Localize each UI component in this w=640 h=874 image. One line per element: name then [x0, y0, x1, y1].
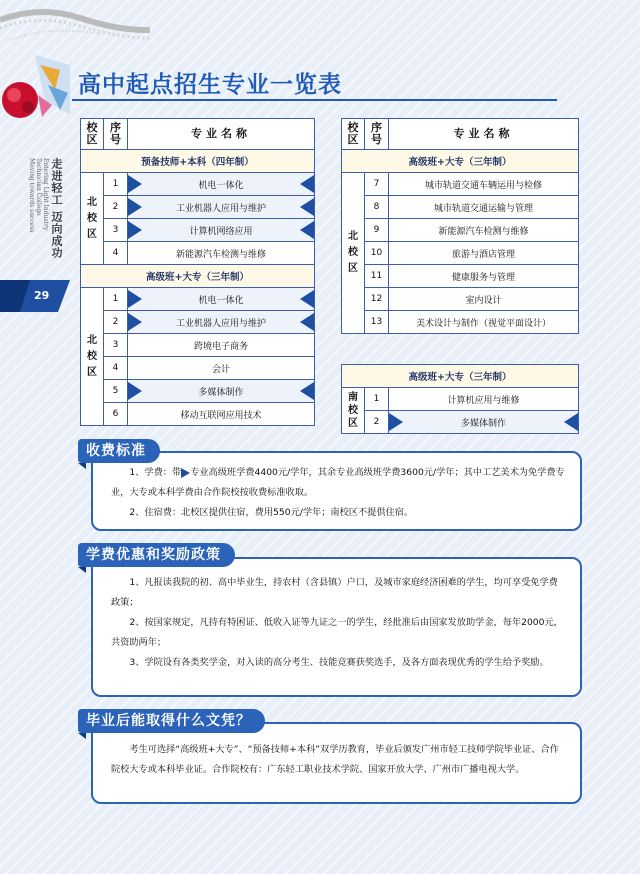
row-number: 2 — [104, 311, 128, 334]
campus-label: 南 校 区 — [342, 388, 365, 434]
arrow-left-icon — [564, 413, 578, 431]
decorative-flower-graphic — [0, 55, 70, 145]
major-cell: 计算机应用与维修 — [389, 388, 579, 411]
motto-english-line: Entering Light Industry — [42, 158, 49, 231]
row-number: 4 — [104, 357, 128, 380]
major-cell: 城市轨道交通运输与管理 — [389, 196, 579, 219]
row-number: 4 — [104, 242, 128, 265]
header-major-name: 专业名称 — [128, 119, 315, 150]
policy-paragraph-2: 2、按国家规定，凡持有特困证、低收入证等九证之一的学生，经批准后由国家发放助学金，每年2000元，共资助两年； — [111, 617, 563, 648]
motto-chinese: 走进轻工 迈向成功 — [50, 158, 63, 259]
program-table-left — [80, 118, 315, 426]
major-cell: 多媒体制作 — [389, 411, 579, 434]
section-title: 高级班+大专（三年制） — [342, 365, 579, 388]
row-number: 7 — [365, 173, 389, 196]
fees-paragraph-1: 1、学费：带 专业高级班学费4400元/学年，其余专业高级班学费3600元/学年；其中工艺美术为免学费专业，大专或本科学费由合作院校按收费标准收取。 — [111, 467, 565, 498]
arrow-right-icon — [128, 382, 142, 400]
diploma-heading: 毕业后能取得什么文凭？ — [78, 709, 265, 733]
arrow-right-icon — [128, 313, 142, 331]
fees-heading: 收费标准 — [78, 439, 160, 463]
row-number: 11 — [365, 265, 389, 288]
major-cell: 工业机器人应用与维护 — [128, 196, 315, 219]
decorative-lattice-graphic — [0, 0, 150, 60]
major-cell: 机电一体化 — [128, 173, 315, 196]
row-number: 9 — [365, 219, 389, 242]
campus-label: 北 校 区 — [81, 288, 104, 426]
section-title: 高级班+大专（三年制） — [81, 265, 315, 288]
major-cell: 新能源汽车检测与维修 — [128, 242, 315, 265]
major-cell: 计算机网络应用 — [128, 219, 315, 242]
diploma-box — [91, 722, 582, 804]
major-cell: 城市轨道交通车辆运用与检修 — [389, 173, 579, 196]
campus-label: 北 校 区 — [81, 173, 104, 265]
header-number: 序号 — [104, 119, 128, 150]
row-number: 6 — [104, 403, 128, 426]
row-number: 8 — [365, 196, 389, 219]
major-cell: 健康服务与管理 — [389, 265, 579, 288]
major-cell: 跨境电子商务 — [128, 334, 315, 357]
major-cell: 会计 — [128, 357, 315, 380]
major-cell: 旅游与酒店管理 — [389, 242, 579, 265]
arrow-right-icon — [128, 221, 142, 239]
motto-english-line: Technician College — [35, 158, 42, 216]
policy-box — [91, 557, 582, 697]
header-campus: 校区 — [81, 119, 104, 150]
tag-fold — [78, 567, 86, 573]
row-number: 5 — [104, 380, 128, 403]
fees-box — [91, 451, 582, 531]
arrow-right-icon — [128, 290, 142, 308]
row-number: 3 — [104, 219, 128, 242]
major-cell: 美术设计与制作（视觉平面设计） — [389, 311, 579, 334]
arrow-left-icon — [300, 221, 314, 239]
arrow-left-icon — [300, 382, 314, 400]
header-major-name: 专业名称 — [389, 119, 579, 150]
motto-english — [28, 158, 49, 232]
major-cell: 新能源汽车检测与维修 — [389, 219, 579, 242]
page-number-badge — [0, 280, 70, 312]
section-title: 高级班+大专（三年制） — [342, 150, 579, 173]
motto-english-line: Moving towards success — [28, 158, 35, 233]
arrow-right-icon — [128, 175, 142, 193]
title-underline — [72, 99, 557, 101]
policy-paragraph-1: 1、凡报读我院的初、高中毕业生，持农村（含县镇）户口，及城市家庭经济困难的学生，均可享受免学费政策； — [111, 577, 558, 608]
arrow-right-icon — [181, 468, 190, 478]
page-title: 高中起点招生专业一览表 — [78, 72, 342, 98]
row-number: 1 — [365, 388, 389, 411]
school-motto — [28, 158, 68, 268]
row-number: 3 — [104, 334, 128, 357]
tag-fold — [78, 463, 86, 469]
program-table-right — [341, 118, 579, 334]
header-campus: 校区 — [342, 119, 365, 150]
section-title: 预备技师+本科（四年制） — [81, 150, 315, 173]
header-number: 序号 — [365, 119, 389, 150]
policy-heading: 学费优惠和奖励政策 — [78, 543, 235, 567]
fees-paragraph-2: 2、住宿费：北校区提供住宿，费用550元/学年；南校区不提供住宿。 — [129, 507, 414, 518]
row-number: 1 — [104, 288, 128, 311]
arrow-right-icon — [128, 198, 142, 216]
arrow-left-icon — [300, 175, 314, 193]
major-cell: 多媒体制作 — [128, 380, 315, 403]
diploma-paragraph: 考生可选择“高级班+大专”、“预备技师+本科”双学历教育，毕业后颁发广州市轻工技师学院毕业证、合作院校大专或本科毕业证。合作院校有：广东轻工职业技术学院、国家开放大学、广州市广播电视大学。 — [111, 744, 559, 775]
page-number: 29 — [34, 289, 50, 302]
row-number: 10 — [365, 242, 389, 265]
policy-paragraph-3: 3、学院设有各类奖学金，对入读的高分考生、技能竞赛获奖选手，及各方面表现优秀的学生给予奖励。 — [129, 657, 549, 668]
campus-label: 北 校 区 — [342, 173, 365, 334]
row-number: 1 — [104, 173, 128, 196]
row-number: 2 — [365, 411, 389, 434]
arrow-left-icon — [300, 290, 314, 308]
arrow-left-icon — [300, 313, 314, 331]
major-cell: 室内设计 — [389, 288, 579, 311]
row-number: 12 — [365, 288, 389, 311]
arrow-right-icon — [389, 413, 403, 431]
row-number: 13 — [365, 311, 389, 334]
row-number: 2 — [104, 196, 128, 219]
arrow-left-icon — [300, 198, 314, 216]
major-cell: 机电一体化 — [128, 288, 315, 311]
program-table-south — [341, 364, 579, 434]
major-cell: 工业机器人应用与维护 — [128, 311, 315, 334]
major-cell: 移动互联网应用技术 — [128, 403, 315, 426]
tag-fold — [78, 733, 86, 739]
